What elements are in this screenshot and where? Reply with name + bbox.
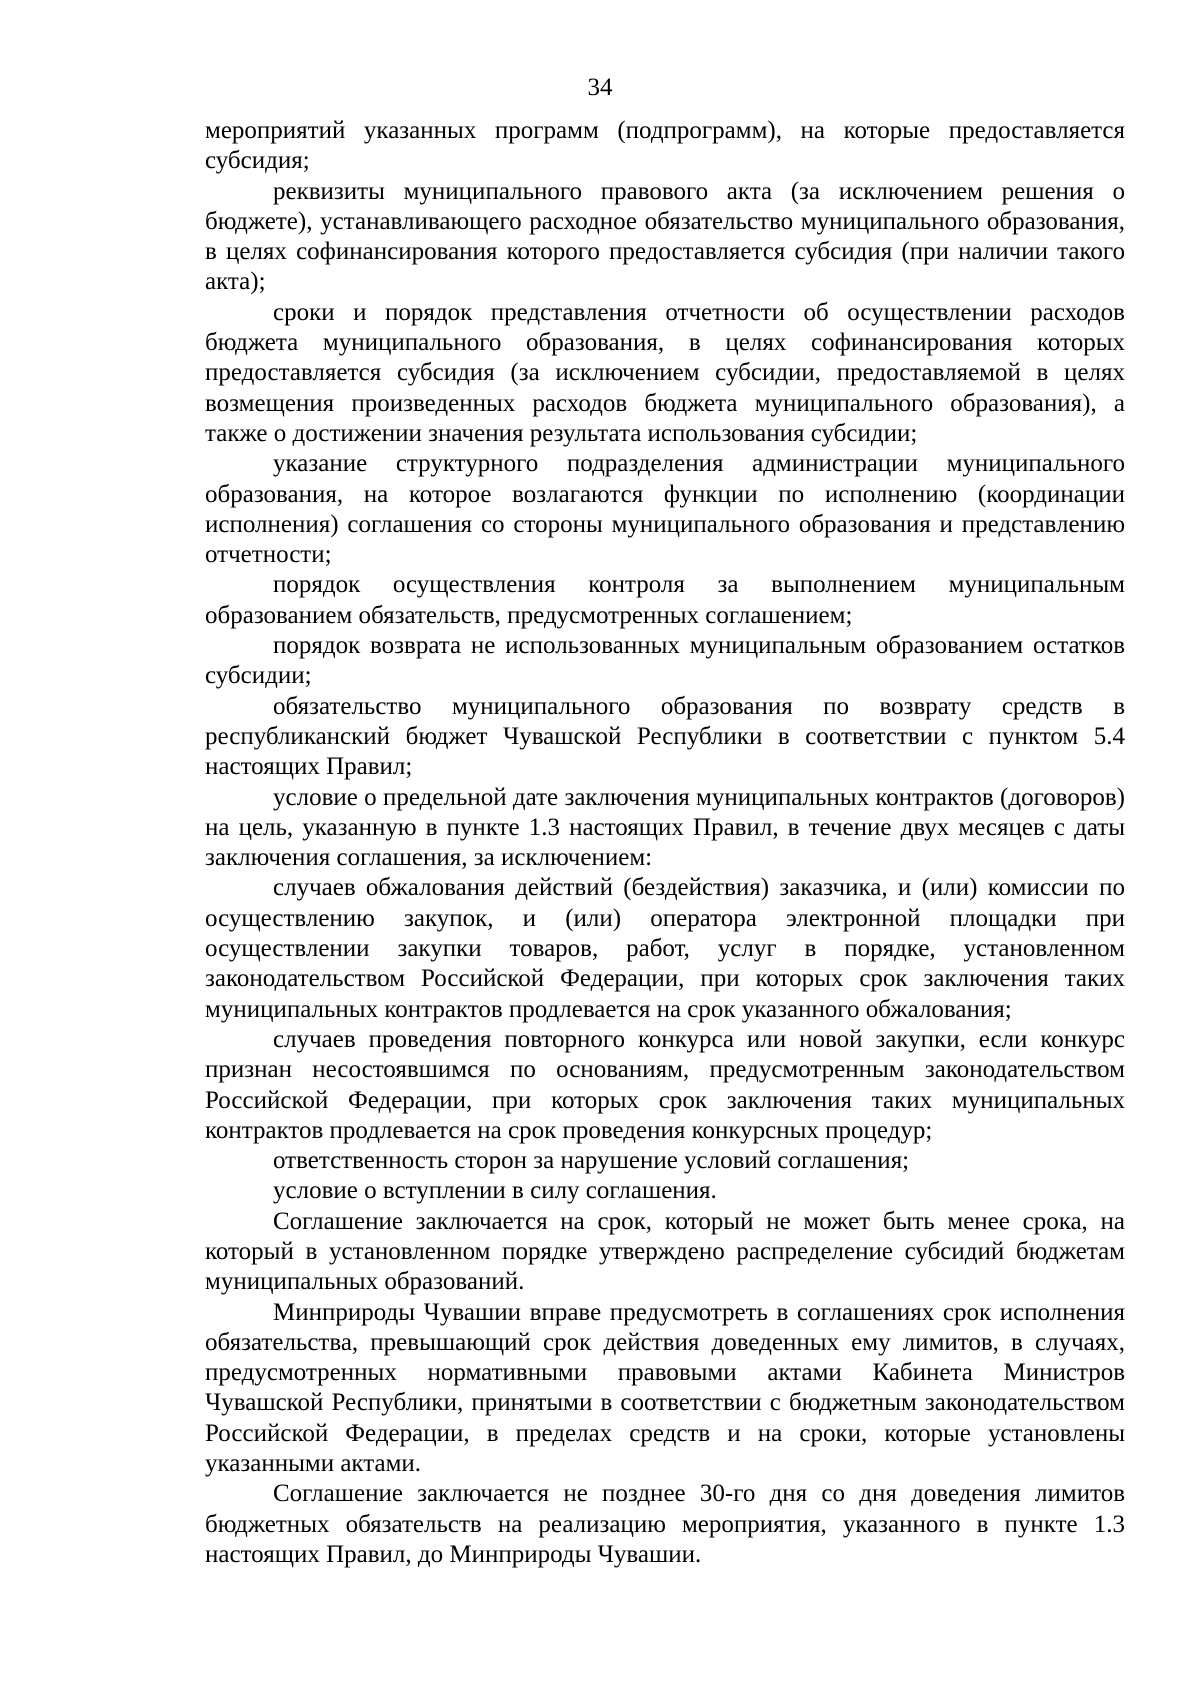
paragraph-agreement-deadline: Соглашение заключается не позднее 30-го дня со дня доведения лимитов бюджетных обязательств на реализацию мероприятия, указанного в пункте 1.3 настоящих Правил, до Минприроды Чувашии. [205, 1480, 1125, 1568]
page-number: 34 [587, 74, 613, 101]
paragraph-structural-unit: указание структурного подразделения администрации муниципального образования, на которое возлагаются функции по исполнению (координации исполнения) соглашения со стороны муниципального образования и представлению отчетности; [205, 450, 1125, 569]
paragraph-entry-into-force: условие о вступлении в силу соглашения. [273, 1177, 717, 1205]
paragraph-return-obligation: обязательство муниципального образования по возврату средств в республиканский бюджет Чувашской Республики в соответствии с пунктом 5.4 настоящих Правил; [205, 692, 1125, 781]
paragraph-control-procedure: порядок осуществления контроля за выполнением муниципальным образованием обязательств, предусмотренных соглашением; [205, 571, 1125, 629]
document-body [205, 116, 1125, 1570]
paragraph-return-procedure: порядок возврата не использованных муниципальным образованием остатков субсидии; [205, 632, 1125, 690]
paragraph-agreement-term: Соглашение заключается на срок, который не может быть менее срока, на который в установленном порядке утверждено распределение субсидий бюджетам муниципальных образований. [205, 1207, 1125, 1296]
paragraph-continuation: мероприятий указанных программ (подпрограмм), на которые предоставляется субсидия; [205, 117, 1125, 175]
paragraph-requisites: реквизиты муниципального правового акта (за исключением решения о бюджете), устанавливающего расходное обязательство муниципального образования, в целях софинансирования которого предоставляется субсидия (при наличии такого акта); [205, 177, 1125, 296]
paragraph-reporting-terms: сроки и порядок представления отчетности об осуществлении расходов бюджета муниципального образования, в целях софинансирования которых предоставляется субсидия (за исключением субсидии, предоставляемой в целях возмещения произведенных расходов бюджета муниципального образования), а также о достижении значения результата использования субсидии; [205, 298, 1125, 447]
paragraph-appeal-cases: случаев обжалования действий (бездействия) заказчика, и (или) комиссии по осуществлению закупок, и (или) оператора электронной площадки при осуществлении закупки товаров, работ, услуг в порядке, установленном законодательством Российской Федерации, при которых срок заключения таких муниципальных контрактов продлевается на срок указанного обжалования; [205, 874, 1125, 1023]
paragraph-contract-deadline: условие о предельной дате заключения муниципальных контрактов (договоров) на цель, указанную в пункте 1.3 настоящих Правил, в течение двух месяцев с даты заключения соглашения, за исключением: [205, 783, 1125, 872]
paragraph-repeat-tender-cases: случаев проведения повторного конкурса или новой закупки, если конкурс признан несостоявшимся по основаниям, предусмотренным законодательством Российской Федерации, при которых срок заключения таких муниципальных контрактов продлевается на срок проведения конкурсных процедур; [205, 1025, 1125, 1144]
paragraph-liability: ответственность сторон за нарушение условий соглашения; [273, 1147, 910, 1175]
paragraph-ministry-rights: Минприроды Чувашии вправе предусмотреть в соглашениях срок исполнения обязательства, превышающий срок действия доведенных ему лимитов, в случаях, предусмотренных нормативными правовыми актами Кабинета Министров Чувашской Республики, принятыми в соответствии с бюджетным законодательством Российской Федерации, в пределах средств и на сроки, которые установлены указанными актами. [205, 1298, 1125, 1478]
